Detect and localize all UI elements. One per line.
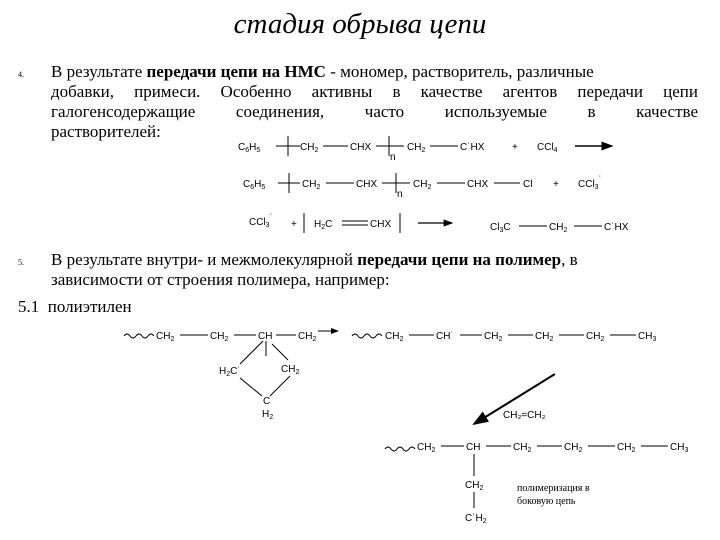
s1-ch2-b: $CH_2$	[407, 142, 426, 154]
s2-ch2-b: $CH_2$	[413, 179, 432, 191]
bullet-5: 5.	[18, 258, 24, 267]
paragraph-5-line-1: В результате внутри- и межмолекулярной передачи цепи на полимер, в	[51, 250, 578, 269]
pe-midchain-radical	[352, 331, 656, 343]
pe-c: C	[263, 396, 271, 407]
s3-plus: +	[291, 219, 297, 230]
s3-h2c: $H_2C$	[314, 219, 333, 231]
s2-cl: Cl	[523, 179, 533, 190]
pe-ch2-3: $CH_2$	[298, 331, 317, 343]
reaction-scheme-1	[238, 136, 612, 163]
pe-monomer: CH₂=CH₂	[503, 410, 546, 421]
pe2-ch2-1: $CH_2$	[385, 331, 404, 343]
s3-ch2: $CH_2$	[549, 222, 568, 234]
pe-h2: $H_2$	[262, 409, 274, 421]
pe-intramolecular-structure	[124, 331, 316, 421]
s1-ccl4: CCl$_4$	[537, 142, 558, 154]
s2-phenyl: $C_6H_5$	[243, 179, 266, 191]
pe3-ch2-2: $CH_2$	[513, 442, 532, 454]
s1-phenyl: $C_6H_5$	[238, 142, 261, 154]
pe-ch2-1: $CH_2$	[156, 331, 175, 343]
emphasis-chain-transfer-polymer: передачи цепи на полимер	[357, 250, 562, 269]
s3-radical: C˙HX	[604, 222, 629, 233]
pe2-ch2-3: $CH_2$	[535, 331, 554, 343]
pe3-ch2-4: $CH_2$	[617, 442, 636, 454]
emphasis-chain-transfer-nms: передачи цепи на НМС	[146, 62, 326, 81]
branch-polymerization-caption	[517, 482, 590, 508]
pe3-ch3: $CH_3$	[670, 442, 689, 454]
paragraph-4-line-1: В результате передачи цепи на НМС - мономер, растворитель, различные	[51, 62, 594, 81]
reaction-scheme-3	[249, 213, 629, 234]
paragraph-4-line-4: растворителей:	[51, 122, 161, 141]
wavy-chain-end	[124, 334, 154, 338]
s3-cl3c: $Cl_3C$	[490, 222, 511, 234]
paragraph-5-line-2: зависимости от строения полимера, например:	[51, 270, 390, 289]
pe-h2c-radical: $H_2C˙$	[219, 366, 241, 378]
s1-plus: +	[512, 142, 518, 153]
item-5-1-number: 5.1	[18, 297, 40, 316]
reaction-scheme-2	[243, 173, 602, 200]
s3-ccl3: CCl$_3$˙	[249, 213, 273, 229]
pe3-branch-radical: $C˙H_2$	[465, 513, 487, 525]
s1-ch2-a: $CH_2$	[300, 142, 319, 154]
item-5-1-label: полиэтилен	[47, 297, 132, 316]
pe2-ch2-4: $CH_2$	[586, 331, 605, 343]
caption-line-1: полимеризация в	[517, 483, 590, 494]
s2-chx: CHX	[356, 179, 378, 190]
paragraph-4-line-3: галогенсодержащие соединения, часто используемые в качестве	[51, 102, 698, 121]
s1-n: n	[390, 152, 396, 163]
pe3-ch2-3: $CH_2$	[564, 442, 583, 454]
pe2-ch2-2: $CH_2$	[484, 331, 503, 343]
s3-chx: CHX	[370, 219, 392, 230]
s2-n: n	[397, 189, 403, 200]
pe2-ch-radical: CH˙	[436, 331, 454, 342]
pe3-branch-ch2-1: $CH_2$	[465, 480, 484, 492]
paragraph-4-line-2: добавки, примеси. Особенно активны в качестве агентов передачи цепи	[51, 82, 698, 101]
slide-title: стадия обрыва цепи	[233, 8, 487, 40]
s2-chx-end: CHX	[467, 179, 489, 190]
s2-ccl3: CCl$_3$˙	[578, 175, 602, 191]
pe-ch2-ring: $CH_2$	[281, 364, 300, 376]
pe-ch2-2: $CH_2$	[210, 331, 229, 343]
pe3-ch: CH	[466, 442, 481, 453]
pe-ch: CH	[258, 331, 273, 342]
s2-plus: +	[553, 179, 559, 190]
pe3-ch2-1: $CH_2$	[417, 442, 436, 454]
s2-ch2-a: $CH_2$	[302, 179, 321, 191]
s1-chx: CHX	[350, 142, 372, 153]
caption-line-2: боковую цепь	[517, 496, 576, 507]
pe2-ch3: $CH_3$	[638, 331, 657, 343]
s1-radical: C˙HX	[460, 142, 485, 153]
bullet-4: 4.	[18, 70, 24, 79]
